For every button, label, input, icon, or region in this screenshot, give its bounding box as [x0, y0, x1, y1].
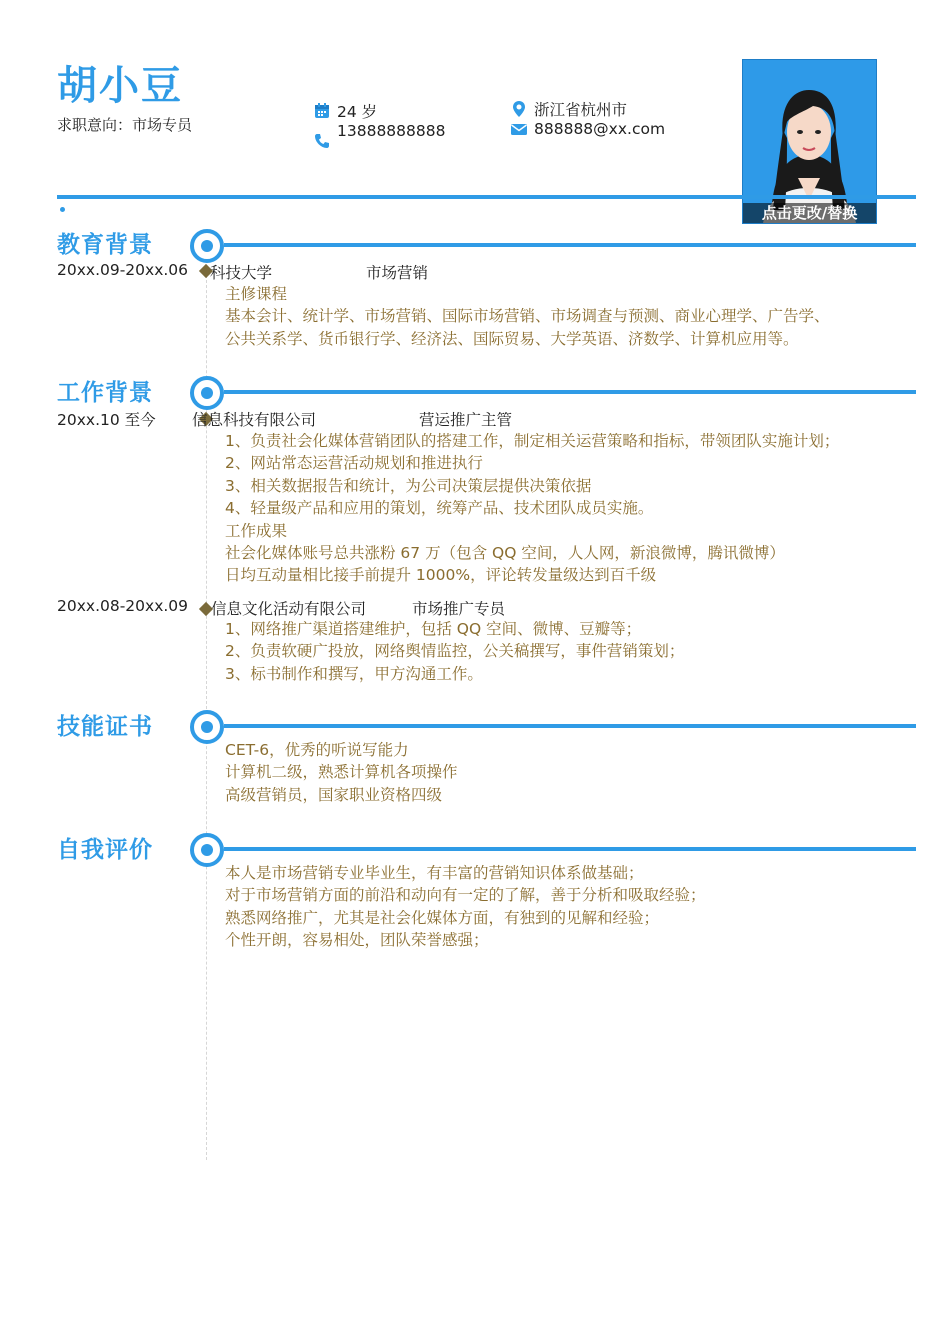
phone-text: 13888888888	[337, 122, 446, 140]
self-line: 个性开朗，容易相处，团队荣誉感强；	[225, 931, 489, 950]
section-title-self: 自我评价	[57, 837, 153, 863]
section-title-education: 教育背景	[57, 232, 153, 258]
section-marker-icon	[190, 376, 224, 410]
section-title-skills: 技能证书	[57, 714, 153, 740]
detail-line: 公共关系学、货币银行学、经济法、国际贸易、大学英语、济数学、计算机应用等。	[225, 329, 799, 348]
education-details	[225, 283, 830, 350]
detail-line: 1、网络推广渠道搭建维护，包括 QQ 空间、微博、豆瓣等；	[225, 620, 642, 638]
divider-dot	[60, 207, 65, 212]
age-row	[313, 100, 377, 122]
self-line: 对于市场营销方面的前沿和动向有一定的了解，善于分析和吸取经验；	[225, 886, 706, 905]
skills-list	[225, 739, 458, 806]
self-line: 熟悉网络推广，尤其是社会化媒体方面，有独到的见解和经验；	[225, 908, 660, 927]
profile-photo[interactable]	[742, 59, 877, 224]
detail-line: 2、网站常态运营活动规划和推进执行	[225, 454, 483, 473]
age-text: 24 岁	[337, 103, 378, 121]
mail-icon	[510, 120, 528, 138]
candidate-name: 胡小豆	[57, 63, 183, 109]
detail-line: 日均互动量相比接手前提升 1000%，评论转发量级达到百千级	[225, 566, 657, 585]
job-details	[225, 430, 839, 587]
detail-line: 4、轻量级产品和应用的策划，统筹产品、技术团队成员实施。	[225, 499, 654, 518]
job-company: 信息科技有限公司	[192, 411, 317, 429]
detail-line: 基本会计、统计学、市场营销、国际市场营销、市场调查与预测、商业心理学、广告学、	[225, 307, 830, 326]
skill-line: CET-6，优秀的听说写能力	[225, 741, 409, 759]
section-marker-icon	[190, 229, 224, 263]
job-role: 市场推广专员	[412, 600, 506, 618]
job-role: 营运推广主管	[419, 411, 513, 429]
section-line	[224, 847, 916, 851]
phone-icon	[313, 132, 331, 154]
job-intent: 求职意向：市场专员	[57, 116, 193, 134]
section-line	[224, 724, 916, 728]
job-date: 20xx.10 至今	[57, 411, 156, 429]
self-evaluation	[225, 862, 706, 952]
calendar-icon	[313, 102, 331, 120]
detail-line: 工作成果	[225, 521, 288, 540]
section-line	[224, 243, 916, 247]
location-text: 浙江省杭州市	[534, 101, 628, 119]
detail-line: 2、负责软硬广投放，网络舆情监控，公关稿撰写，事件营销策划；	[225, 642, 685, 661]
header-divider	[57, 195, 916, 199]
job-details	[225, 618, 684, 685]
location-icon	[510, 100, 528, 118]
education-date: 20xx.09-20xx.06	[57, 261, 189, 279]
skill-line: 计算机二级，熟悉计算机各项操作	[225, 763, 458, 782]
email-row	[510, 120, 665, 138]
detail-line: 3、相关数据报告和统计，为公司决策层提供决策依据	[225, 476, 592, 495]
detail-line: 社会化媒体账号总共涨粉 67 万（包含 QQ 空间，人人网，新浪微博，腾讯微博）	[225, 544, 785, 563]
location-row	[510, 98, 627, 120]
job-company: 信息文化活动有限公司	[211, 600, 367, 618]
skill-line: 高级营销员，国家职业资格四级	[225, 785, 443, 804]
phone-row	[313, 122, 445, 140]
detail-line: 3、标书制作和撰写，甲方沟通工作。	[225, 664, 483, 683]
education-school: 科技大学	[210, 264, 273, 282]
section-title-work: 工作背景	[57, 380, 153, 406]
section-line	[224, 390, 916, 394]
detail-line: 1、负责社会化媒体营销团队的搭建工作，制定相关运营策略和指标，带领团队实施计划；	[225, 432, 840, 450]
job-date: 20xx.08-20xx.09	[57, 597, 189, 615]
photo-change-caption[interactable]: 点击更改/替换	[743, 203, 876, 223]
section-marker-icon	[190, 833, 224, 867]
detail-line: 主修课程	[225, 285, 288, 303]
education-major: 市场营销	[366, 264, 429, 282]
email-text: 888888@xx.com	[534, 120, 666, 138]
self-line: 本人是市场营销专业毕业生，有丰富的营销知识体系做基础；	[225, 864, 644, 882]
section-marker-icon	[190, 710, 224, 744]
